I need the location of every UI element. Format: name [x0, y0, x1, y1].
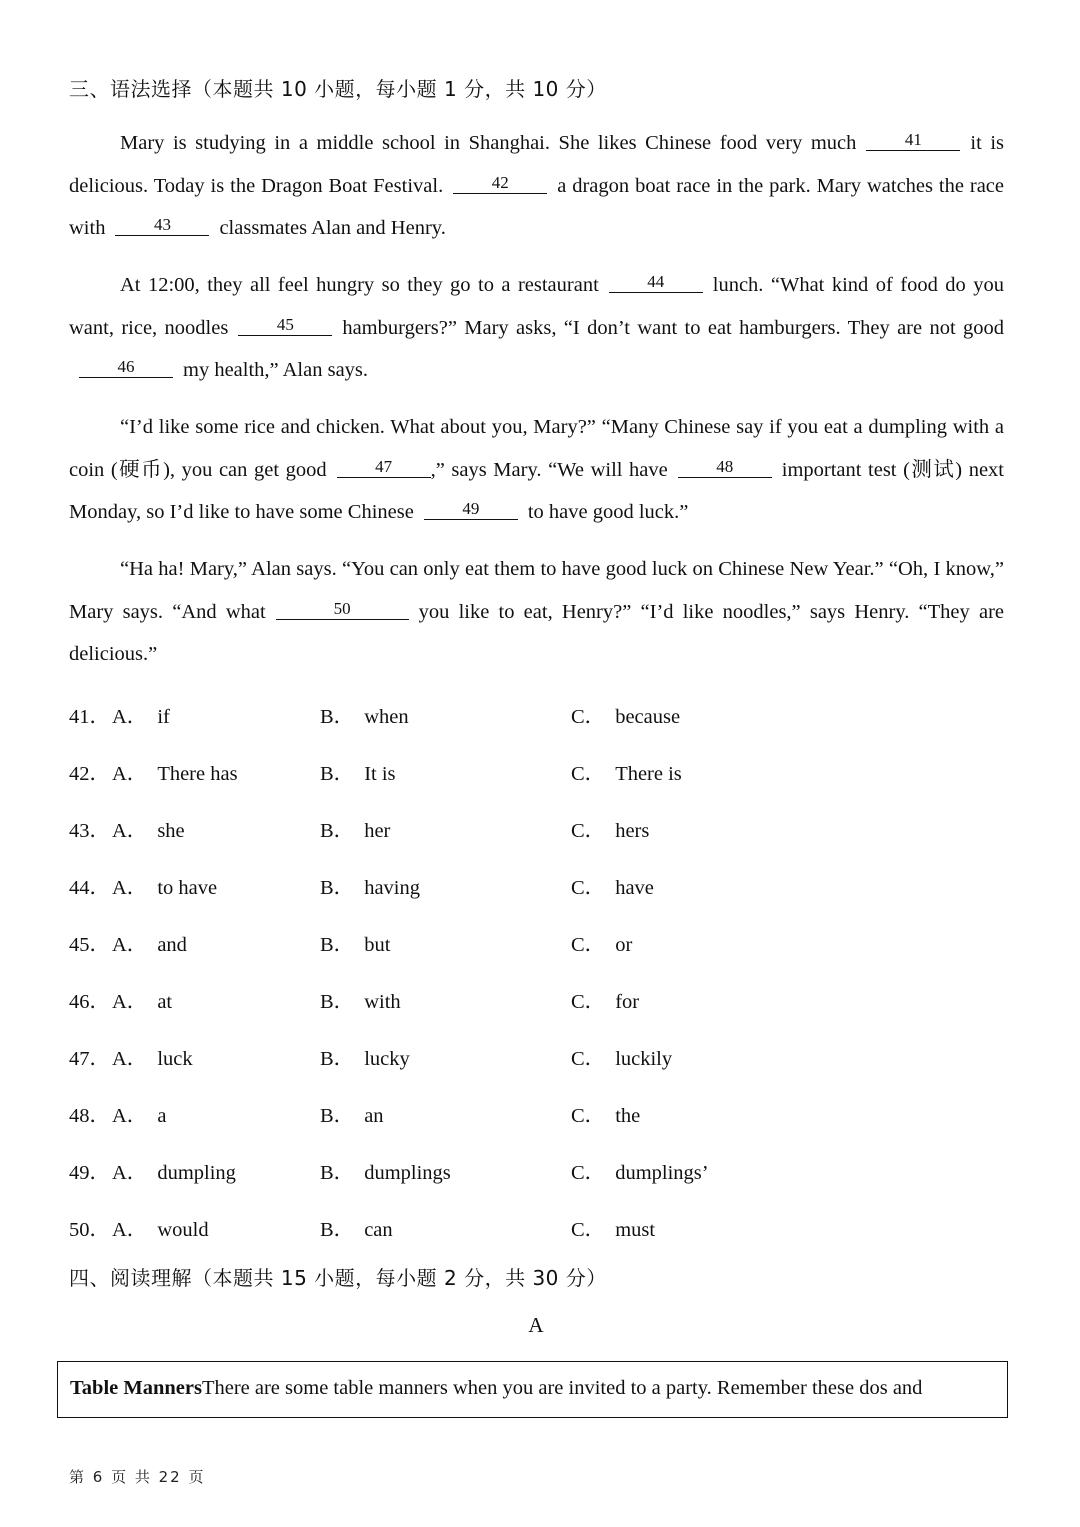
blank-46: 46: [79, 357, 173, 378]
question-49: [69, 1155, 969, 1185]
passage-paragraph-3: [69, 406, 1004, 534]
blank-47: 47: [337, 457, 431, 478]
question-number: 46．: [69, 991, 110, 1013]
reading-passage-box: [57, 1361, 1008, 1418]
option-b[interactable]: B． lucky: [320, 1048, 410, 1070]
p4-text-2: you like to eat, Henry?” “I’d like noodles,” says Henry. “They are delicious.”: [69, 600, 1004, 665]
p1-text-2: it is delicious. Today is the Dragon Boat Festival.: [69, 132, 1004, 197]
blank-42: 42: [453, 173, 547, 194]
p1-text-1: Mary is studying in a middle school in Shanghai. She likes Chinese food very much: [120, 132, 857, 154]
option-a[interactable]: A． would: [112, 1219, 209, 1241]
question-47: [69, 1041, 969, 1071]
passage-body: There are some table manners when you are invited to a party. Remember these dos and: [201, 1377, 923, 1399]
option-a[interactable]: A． she: [112, 820, 185, 842]
option-a[interactable]: A． and: [112, 934, 187, 956]
blank-44: 44: [609, 272, 703, 293]
option-c[interactable]: C． dumplings’: [571, 1162, 709, 1184]
p4-text-1: “Ha ha! Mary,” Alan says. “You can only eat them to have good luck on Chinese New Year.” “Oh, I know,” Mary says. “And what: [69, 558, 1004, 623]
section-3-heading: 三、语法选择（本题共 10 小题，每小题 1 分，共 10 分）: [69, 77, 607, 101]
p2-text-4: my health,” Alan says.: [183, 359, 369, 381]
question-46: [69, 984, 969, 1014]
option-a[interactable]: A． at: [112, 991, 173, 1013]
option-c[interactable]: C． There is: [571, 763, 682, 785]
p1-text-3: a dragon boat race in the park. Mary watches the race with: [69, 174, 1004, 239]
option-b[interactable]: B． having: [320, 877, 420, 899]
section-4-heading: 四、阅读理解（本题共 15 小题，每小题 2 分，共 30 分）: [69, 1266, 607, 1290]
passage-letter: A: [528, 1313, 544, 1337]
question-number: 42．: [69, 763, 110, 785]
blank-43: 43: [115, 215, 209, 236]
option-b[interactable]: B． an: [320, 1105, 384, 1127]
option-c[interactable]: C． for: [571, 991, 640, 1013]
option-a[interactable]: A． to have: [112, 877, 218, 899]
question-number: 44．: [69, 877, 110, 899]
option-a[interactable]: A． There has: [112, 763, 238, 785]
option-b[interactable]: B． when: [320, 706, 409, 728]
option-c[interactable]: C． have: [571, 877, 654, 899]
option-a[interactable]: A． a: [112, 1105, 167, 1127]
option-b[interactable]: B． with: [320, 991, 401, 1013]
passage-paragraph-4: [69, 548, 1004, 676]
option-c[interactable]: C． hers: [571, 820, 650, 842]
question-41: [69, 699, 969, 729]
question-42: [69, 756, 969, 786]
reading-passage-text: [70, 1377, 922, 1400]
question-43: [69, 813, 969, 843]
p1-text-4: classmates Alan and Henry.: [219, 217, 446, 239]
option-b[interactable]: B． dumplings: [320, 1162, 451, 1184]
page-footer: 第 6 页 共 22 页: [69, 1468, 206, 1486]
option-b[interactable]: B． her: [320, 820, 391, 842]
blank-45: 45: [238, 315, 332, 336]
p3-text-1: “I’d like some rice and chicken. What about you, Mary?” “Many Chinese say if you eat a dumpling with a coin (硬币), you can get good: [69, 416, 1004, 481]
question-number: 45．: [69, 934, 110, 956]
passage-paragraph-1: [69, 122, 1004, 250]
option-b[interactable]: B． It is: [320, 763, 396, 785]
option-a[interactable]: A． luck: [112, 1048, 193, 1070]
passage-title: Table Manners: [70, 1377, 202, 1399]
p3-text-4: to have good luck.”: [527, 501, 689, 523]
option-a[interactable]: A． if: [112, 706, 170, 728]
option-c[interactable]: C． the: [571, 1105, 641, 1127]
option-c[interactable]: C． luckily: [571, 1048, 673, 1070]
question-number: 48．: [69, 1105, 110, 1127]
question-45: [69, 927, 969, 957]
passage-paragraph-2: [69, 264, 1004, 392]
p2-text-1: At 12:00, they all feel hungry so they go to a restaurant: [120, 274, 599, 296]
question-50: [69, 1212, 969, 1242]
option-c[interactable]: C． or: [571, 934, 633, 956]
question-44: [69, 870, 969, 900]
question-number: 41．: [69, 706, 110, 728]
p2-text-3: hamburgers?” Mary asks, “I don’t want to eat hamburgers. They are not good: [342, 316, 1005, 339]
p2-text-2: lunch. “What kind of food do you want, rice, noodles: [69, 274, 1004, 339]
option-b[interactable]: B． but: [320, 934, 391, 956]
p3-text-2: ,” says Mary. “We will have: [430, 458, 668, 481]
question-number: 43．: [69, 820, 110, 842]
blank-48: 48: [678, 457, 772, 478]
p3-text-3: important test (测试) next Monday, so I’d like to have some Chinese: [69, 458, 1004, 523]
blank-50: 50: [276, 599, 409, 620]
question-number: 49．: [69, 1162, 110, 1184]
option-c[interactable]: C． must: [571, 1219, 656, 1241]
blank-41: 41: [866, 130, 960, 151]
question-number: 50．: [69, 1219, 110, 1241]
option-a[interactable]: A． dumpling: [112, 1162, 236, 1184]
blank-49: 49: [424, 499, 518, 520]
question-48: [69, 1098, 969, 1128]
question-number: 47．: [69, 1048, 110, 1070]
option-c[interactable]: C． because: [571, 706, 681, 728]
option-b[interactable]: B． can: [320, 1219, 393, 1241]
